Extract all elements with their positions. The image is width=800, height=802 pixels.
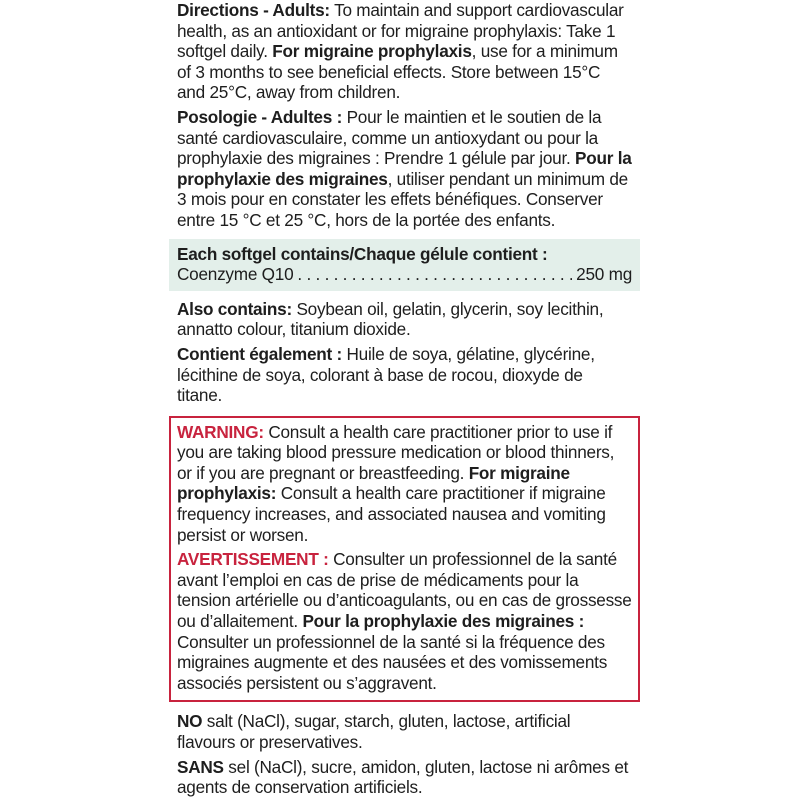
also-contains-en-heading: Also contains: (177, 298, 292, 319)
also-contains-en-text: Soybean oil, gelatin, glycerin, soy lecithin, annatto colour, titanium dioxide. (177, 298, 604, 340)
directions-en (177, 0, 632, 103)
directions-fr-text2: , utiliser pendant un minimum de 3 mois pour en constater les effets bénéfiques. Conserver entre 15 °C et 25 °C, hors de la portée des enfants. (177, 168, 628, 230)
directions-fr-text: Pour le maintien et le soutien de la santé cardiovasculaire, comme un antioxydant ou pour la prophylaxie des migraines : Prendre 1 gélule par jour. (177, 106, 602, 169)
warning-fr-heading: AVERTISSEMENT : (177, 549, 329, 570)
medicinal-ingredients-panel (169, 239, 640, 291)
ingredient-name: Coenzyme Q10 (177, 264, 294, 285)
warning-fr-bold: Pour la prophylaxie des migraines : (302, 611, 585, 632)
directions-en-bold: For migraine prophylaxis (272, 41, 472, 62)
warning-fr (177, 549, 632, 693)
directions-en-text2: , use for a minimum of 3 months to see beneficial effects. Store between 15°C and 25°C, away from children. (177, 41, 618, 103)
also-contains-fr-text: Huile de soya, gélatine, glycérine, lécithine de soya, colorant à base de rocou, dioxyde de titane. (177, 343, 595, 406)
ingredients-heading: Each softgel contains/Chaque gélule contient : (177, 243, 548, 264)
ingredient-amount: 250 mg (576, 264, 632, 285)
also-contains-fr-heading: Contient également : (177, 343, 342, 364)
directions-en-text: To maintain and support cardiovascular health, as an antioxidant or for migraine prophylaxis: Take 1 softgel daily. (177, 0, 624, 62)
warning-box (169, 416, 640, 703)
warning-en-heading: WARNING: (177, 421, 264, 442)
free-from-en-text: salt (NaCl), sugar, starch, gluten, lactose, artificial flavours or preservatives. (177, 711, 571, 752)
free-from-fr (177, 757, 632, 798)
free-from-en-heading: NO (177, 711, 203, 732)
directions-fr-bold: Pour la prophylaxie des migraines (177, 148, 632, 189)
free-from-en (177, 711, 632, 752)
also-contains-fr (177, 344, 632, 406)
directions-fr (177, 107, 632, 231)
directions-fr-heading: Posologie - Adultes : (177, 106, 343, 127)
warning-en-text2: Consult a health care practitioner if migraine frequency increases, and associated nausea and vomiting persist or worsen. (177, 483, 606, 545)
directions-en-heading: Directions - Adults: (177, 0, 330, 20)
warning-en-text: Consult a health care practitioner prior to use if you are taking blood pressure medication or blood thinners, or if you are pregnant or breastfeeding. (177, 421, 615, 483)
free-from-fr-text: sel (NaCl), sucre, amidon, gluten, lactose ni arômes et agents de conservation artificiels. (177, 756, 629, 798)
free-from-fr-heading: SANS (177, 756, 224, 777)
dot-leader (297, 264, 572, 285)
label-text-column (177, 0, 632, 802)
ingredient-row (177, 264, 632, 285)
warning-en (177, 422, 632, 546)
warning-fr-text: Consulter un professionnel de la santé avant l’emploi en cas de prise de médicaments pour la tension artérielle ou d’anticoagulants, ou en cas de grossesse ou d’allaitement. (177, 549, 632, 632)
warning-en-bold: For migraine prophylaxis: (177, 462, 570, 504)
also-contains-en (177, 299, 632, 340)
warning-fr-text2: Consulter un professionnel de la santé si la fréquence des migraines augmente et des nausées et des vomissements associés persistent ou s’aggravent. (177, 631, 608, 693)
